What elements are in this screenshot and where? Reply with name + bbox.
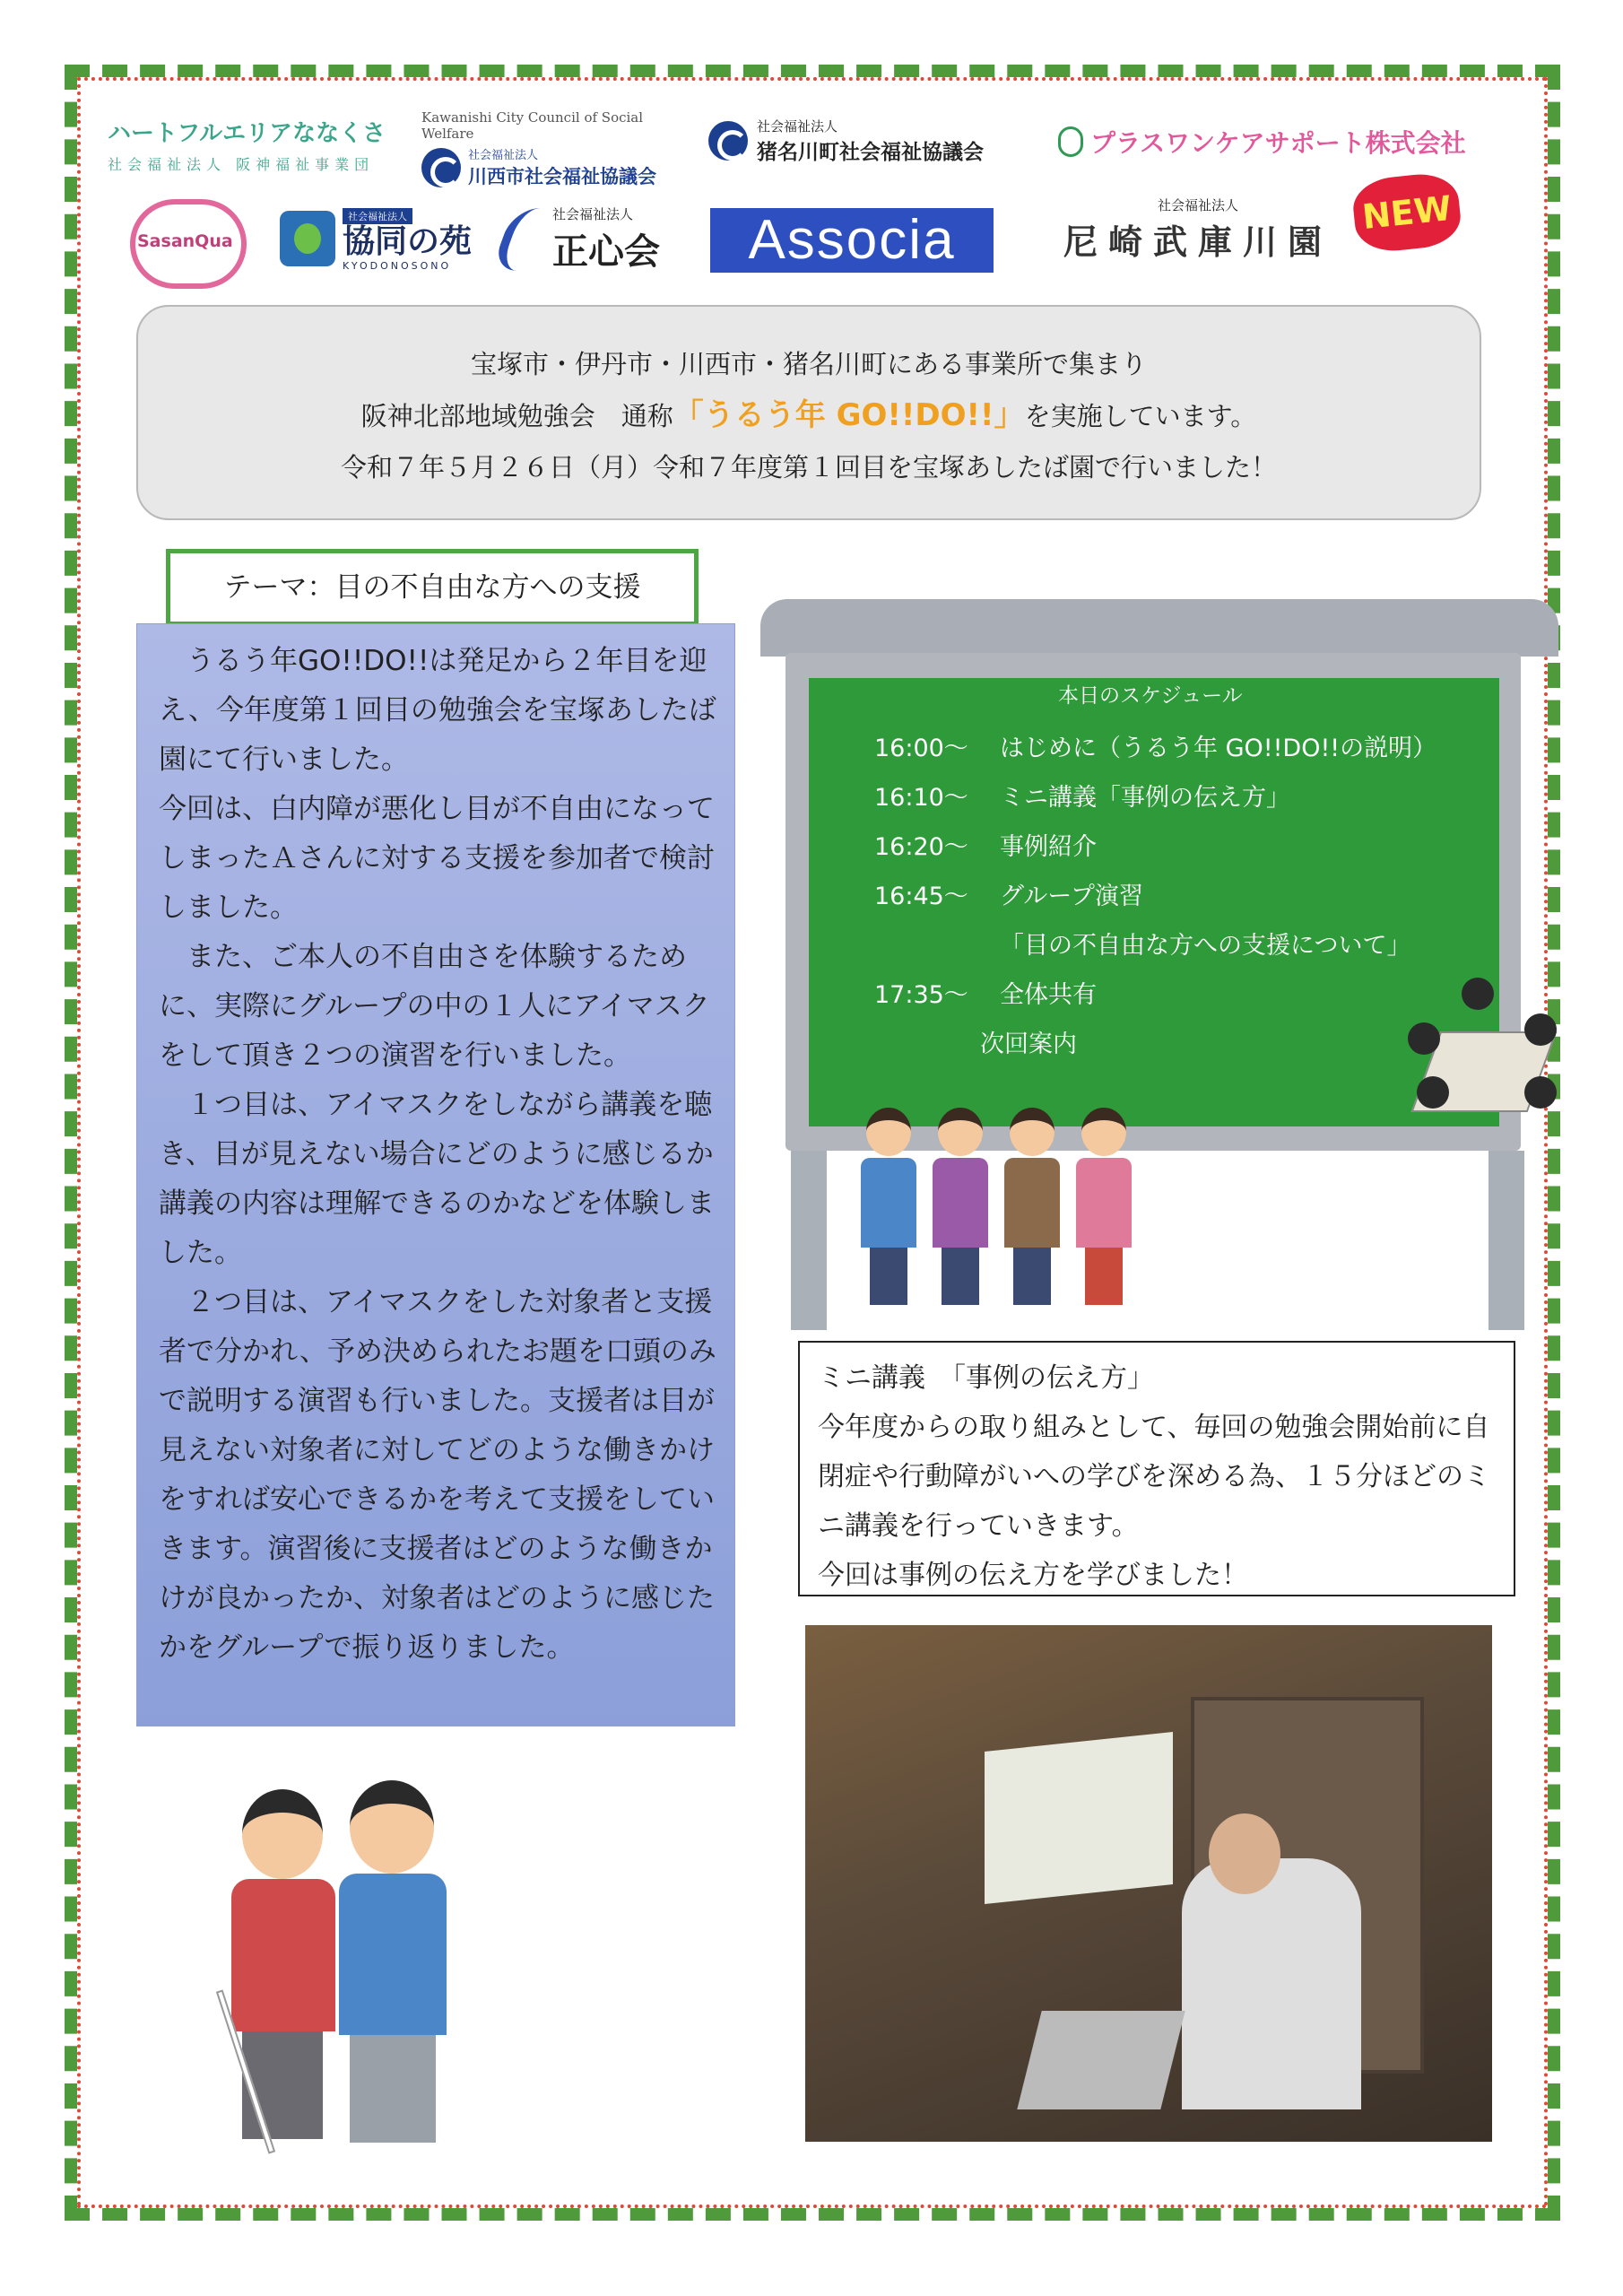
logo-kawanishi-en: Kawanishi City Council of Social Welfare bbox=[421, 109, 644, 142]
projection-screen bbox=[985, 1732, 1173, 1904]
logo-kyodo bbox=[280, 206, 472, 272]
logo-shoshin-small: 社会福祉法人 bbox=[552, 206, 634, 222]
person-figure bbox=[1076, 1108, 1132, 1305]
intro-line-2-pre: 阪神北部地域勉強会 通称 bbox=[360, 401, 673, 431]
logo-sasanqua bbox=[130, 199, 256, 289]
intro-line-3: 令和７年５月２６日（月）令和７年度第１回目を宝塚あしたば園で行いました！ bbox=[340, 452, 1277, 483]
article-paragraph: ２つ目は、アイマスクをした対象者と支援者で分かれ、予め決められたお題を口頭のみで説明する演習も行いました。支援者は目が見えない対象者に対してどのような働きかけをすれば安心できるかを考えて支援をしていきます。演習後に支援者はどのような働きかけが良かったか、対象者はどのように感じたかをグループで振り返りました。 bbox=[159, 1286, 716, 1664]
logo-kawanishi bbox=[421, 109, 690, 189]
logo-kyodo-small: 社会福祉法人 bbox=[343, 208, 412, 224]
person-figure bbox=[861, 1108, 916, 1305]
schedule-item bbox=[874, 827, 1097, 862]
article-paragraph: また、ご本人の不自由さを体験するために、実際にグループの中の１人にアイマスクをして頂き２つの演習を行いました。 bbox=[159, 941, 710, 1072]
photo-lecturer-body bbox=[1182, 1858, 1361, 2109]
theme-box: テーマ：目の不自由な方への支援 bbox=[166, 549, 699, 626]
blackboard-leg bbox=[791, 1151, 827, 1330]
logo-plusone-main: プラスワンケアサポート株式会社 bbox=[1090, 128, 1466, 158]
logo-sasanqua-text: SasanQua bbox=[137, 231, 233, 251]
schedule-item bbox=[874, 1024, 1077, 1059]
person-head bbox=[1417, 1076, 1449, 1109]
laptop-icon bbox=[1017, 2011, 1185, 2109]
schedule-time: 16:20～ bbox=[874, 833, 968, 861]
schedule-text: 事例紹介 bbox=[1000, 833, 1097, 861]
mini-lecture-title: ミニ講義 「事例の伝え方」 bbox=[818, 1362, 1154, 1394]
photo-lecturer-head bbox=[1209, 1813, 1280, 1894]
person-figure bbox=[933, 1108, 988, 1305]
blackboard-leg bbox=[1488, 1151, 1524, 1330]
person-head bbox=[1524, 1013, 1557, 1046]
person-head bbox=[1408, 1022, 1440, 1055]
schedule-title: 本日のスケジュール bbox=[1058, 684, 1243, 708]
logo-kawanishi-small: 社会福祉法人 bbox=[468, 149, 539, 162]
person-head bbox=[1524, 1076, 1557, 1109]
article-body bbox=[136, 623, 735, 1726]
schedule-item bbox=[874, 778, 1290, 813]
inagawa-mark-icon bbox=[708, 121, 748, 161]
nickname-highlight: 「うるう年 GO!!DO!!」 bbox=[673, 397, 1025, 433]
schedule-text: 全体共有 bbox=[1000, 981, 1097, 1009]
logo-shoshin bbox=[502, 204, 660, 274]
logo-inagawa-small: 社会福祉法人 bbox=[757, 118, 838, 135]
intro-line-2-post: を実施しています。 bbox=[1024, 401, 1257, 431]
logo-kyodo-main: 協同の苑 bbox=[343, 223, 473, 260]
schedule-time: 16:00～ bbox=[874, 735, 968, 762]
visually-impaired-guide-illustration bbox=[215, 1780, 484, 2157]
intro-line-1: 宝塚市・伊丹市・川西市・猪名川町にある事業所で集まり bbox=[470, 349, 1147, 379]
schedule-text: グループ演習 bbox=[1000, 883, 1143, 910]
logo-heartful-area bbox=[108, 115, 404, 174]
logo-shoshin-main: 正心会 bbox=[552, 230, 660, 273]
schedule-text: はじめに（うるう年 GO!!DO!!の説明） bbox=[1000, 735, 1437, 762]
article-paragraph: 今回は、白内障が悪化し目が不自由になってしまったＡさんに対する支援を参加者で検討しました。 bbox=[159, 793, 715, 924]
logo-heartful-sub: 社会福祉法人 阪神福祉事業団 bbox=[108, 156, 375, 173]
schedule-text: 「目の不自由な方への支援について」 bbox=[1000, 932, 1411, 960]
schedule-item bbox=[874, 876, 1143, 911]
logo-kawanishi-main: 川西市社会福祉協議会 bbox=[468, 166, 656, 187]
logo-plusone bbox=[1058, 124, 1466, 160]
new-badge: NEW bbox=[1350, 170, 1463, 255]
logo-inagawa bbox=[708, 117, 984, 165]
kyodo-mark-icon bbox=[280, 211, 335, 266]
intro-banner bbox=[136, 305, 1481, 520]
logo-associa: Associa bbox=[710, 208, 994, 273]
mini-lecture-box bbox=[798, 1341, 1515, 1596]
blackboard-roof bbox=[760, 599, 1558, 657]
mini-lecture-text: 今回は事例の伝え方を学びました！ bbox=[818, 1560, 1248, 1591]
cheering-people-illustration bbox=[843, 1072, 1166, 1305]
schedule-time: 17:35～ bbox=[874, 981, 968, 1009]
lecture-photo bbox=[805, 1625, 1492, 2142]
schedule-time: 16:10～ bbox=[874, 784, 968, 812]
article-paragraph: １つ目は、アイマスクをしながら講義を聴き、目が見えない場合にどのように感じるか講義の内容は理解できるのかなどを体験しました。 bbox=[159, 1089, 715, 1269]
logo-kyodo-en: KYODONOSONO bbox=[343, 259, 452, 272]
logo-amagasaki bbox=[1063, 196, 1332, 264]
schedule-text: 次回案内 bbox=[980, 1031, 1077, 1058]
mini-lecture-text: 今年度からの取り組みとして、毎回の勉強会開始前に自閉症や行動障がいへの学びを深める為、１５分ほどのミニ講義を行っていきます。 bbox=[818, 1412, 1490, 1542]
kawanishi-mark-icon bbox=[421, 148, 461, 187]
logo-amagasaki-main: 尼崎武庫川園 bbox=[1063, 222, 1333, 262]
logo-inagawa-main: 猪名川町社会福祉協議会 bbox=[757, 141, 984, 164]
meeting-illustration bbox=[1399, 969, 1569, 1148]
person-figure bbox=[1004, 1108, 1060, 1305]
intro-line-2 bbox=[138, 390, 1480, 442]
person-head bbox=[1462, 978, 1494, 1010]
logo-heartful-main: ハートフルエリアななくさ bbox=[108, 120, 386, 147]
schedule-item bbox=[874, 728, 1436, 763]
schedule-time: 16:45～ bbox=[874, 883, 968, 910]
logo-amagasaki-small: 社会福祉法人 bbox=[1158, 197, 1239, 213]
schedule-item bbox=[874, 926, 1410, 961]
schedule-item bbox=[874, 975, 1097, 1010]
plusone-mark-icon bbox=[1058, 126, 1083, 157]
schedule-text: ミニ講義「事例の伝え方」 bbox=[1000, 784, 1290, 812]
article-paragraph: うるう年GO!!DO!!は発足から２年目を迎え、今年度第１回目の勉強会を宝塚あしたば園にて行いました。 bbox=[159, 645, 716, 776]
